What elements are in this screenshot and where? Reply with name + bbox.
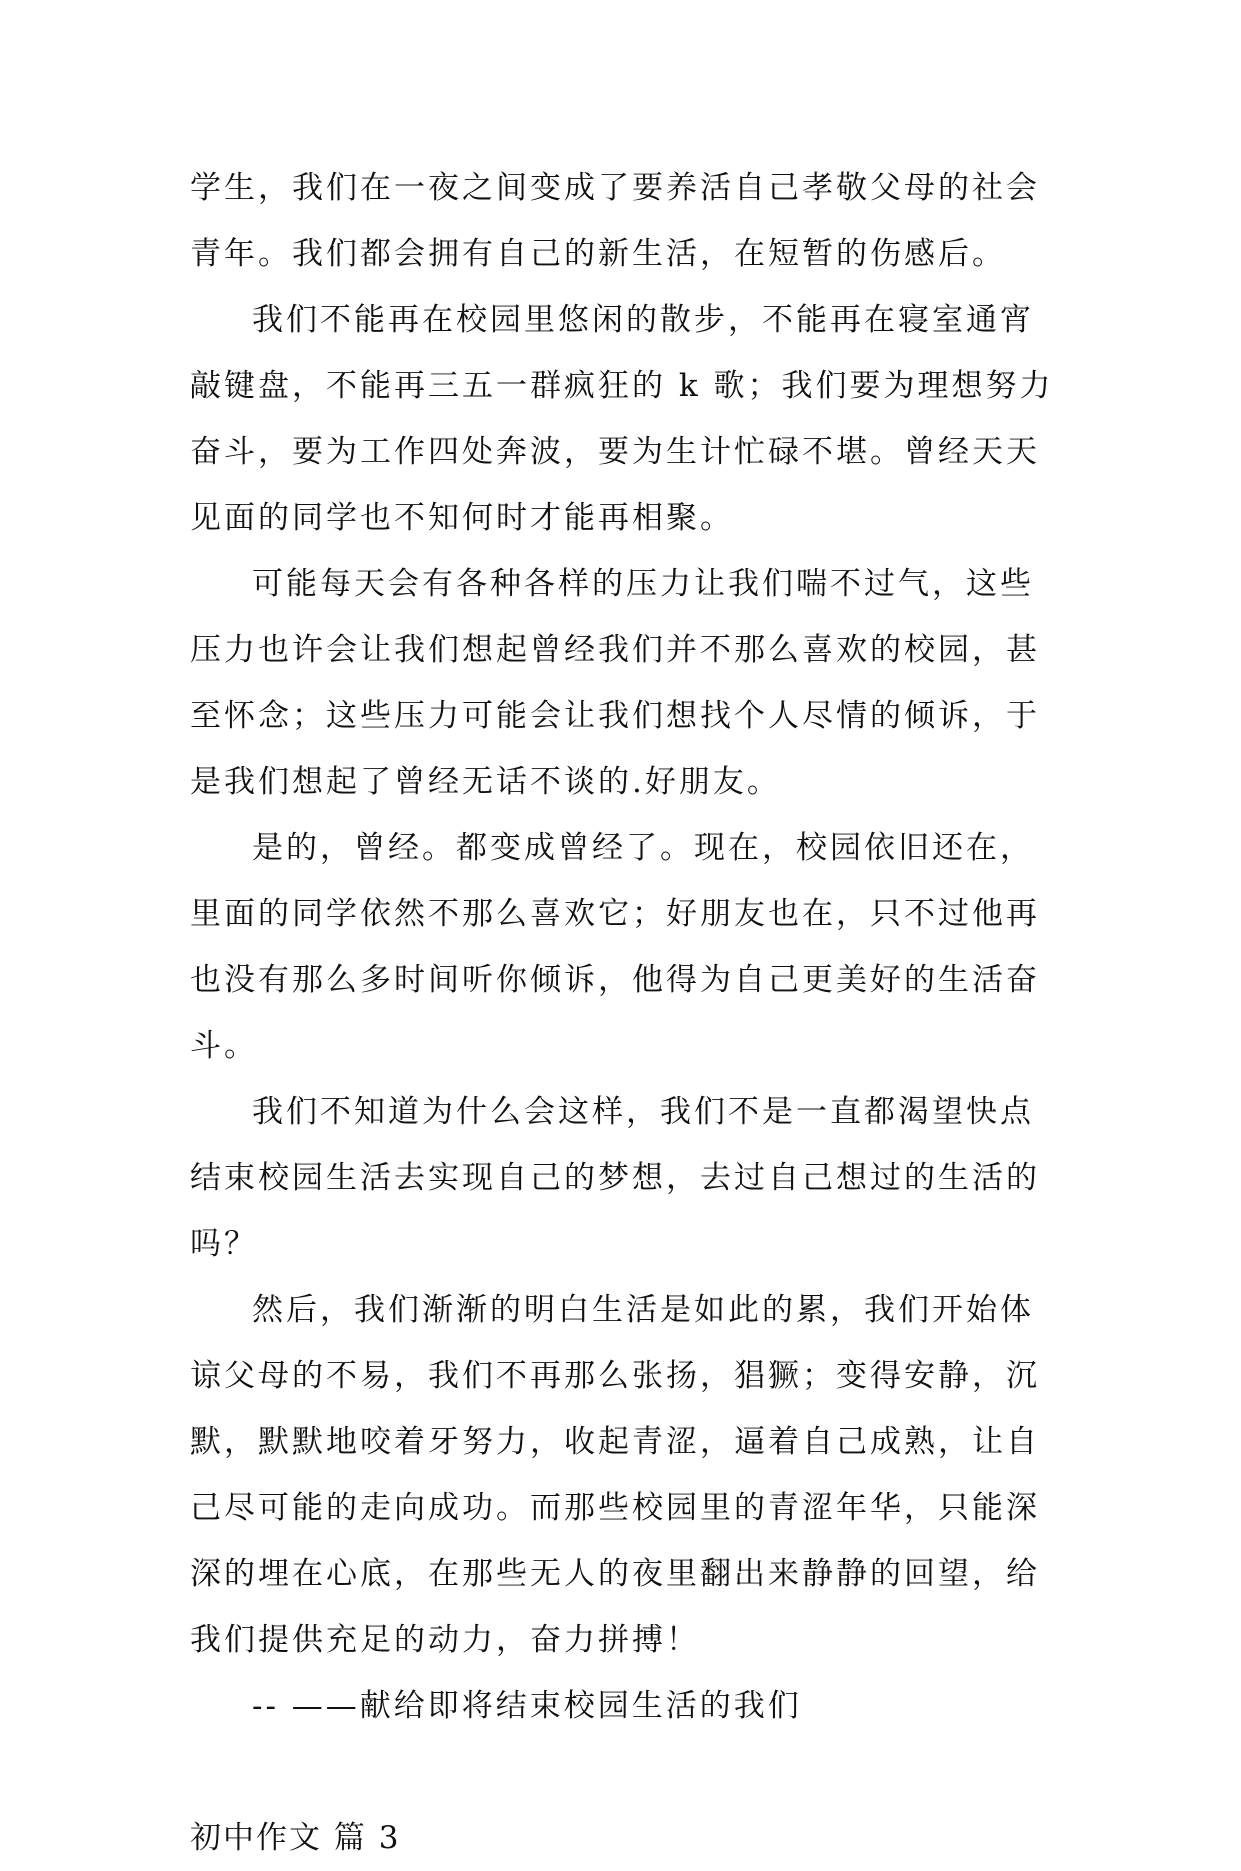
paragraph-3: 可能每天会有各种各样的压力让我们喘不过气，这些压力也许会让我们想起曾经我们并不那么喜欢的校园，甚至怀念；这些压力可能会让我们想找个人尽情的倾诉，于是我们想起了曾经无话不谈的.好朋友。 — [190, 566, 1040, 800]
paragraph-1: 学生，我们在一夜之间变成了要养活自己孝敬父母的社会青年。我们都会拥有自己的新生活，在短暂的伤感后。 — [190, 170, 1040, 272]
paragraph-4: 是的，曾经。都变成曾经了。现在，校园依旧还在，里面的同学依然不那么喜欢它；好朋友也在，只不过他再也没有那么多时间听你倾诉，他得为自己更美好的生活奋斗。 — [190, 830, 1040, 1064]
document-body — [190, 155, 1060, 1871]
dedication-line: -- ——献给即将结束校园生活的我们 — [252, 1688, 802, 1724]
paragraph-5: 我们不知道为什么会这样，我们不是一直都渴望快点结束校园生活去实现自己的梦想，去过自己想过的生活的吗？ — [190, 1094, 1040, 1262]
paragraph-2: 我们不能再在校园里悠闲的散步，不能再在寝室通宵敲键盘，不能再三五一群疯狂的 k 歌；我们要为理想努力奋斗，要为工作四处奔波，要为生计忙碌不堪。曾经天天见面的同学也不知何时才能再相聚。 — [190, 302, 1054, 536]
section-heading: 初中作文 篇 3 — [190, 1820, 401, 1856]
paragraph-6: 然后，我们渐渐的明白生活是如此的累，我们开始体谅父母的不易，我们不再那么张扬，猖獗；变得安静，沉默，默默地咬着牙努力，收起青涩，逼着自己成熟，让自己尽可能的走向成功。而那些校园里的青涩年华，只能深深的埋在心底，在那些无人的夜里翻出来静静的回望，给我们提供充足的动力，奋力拼搏！ — [190, 1292, 1040, 1658]
